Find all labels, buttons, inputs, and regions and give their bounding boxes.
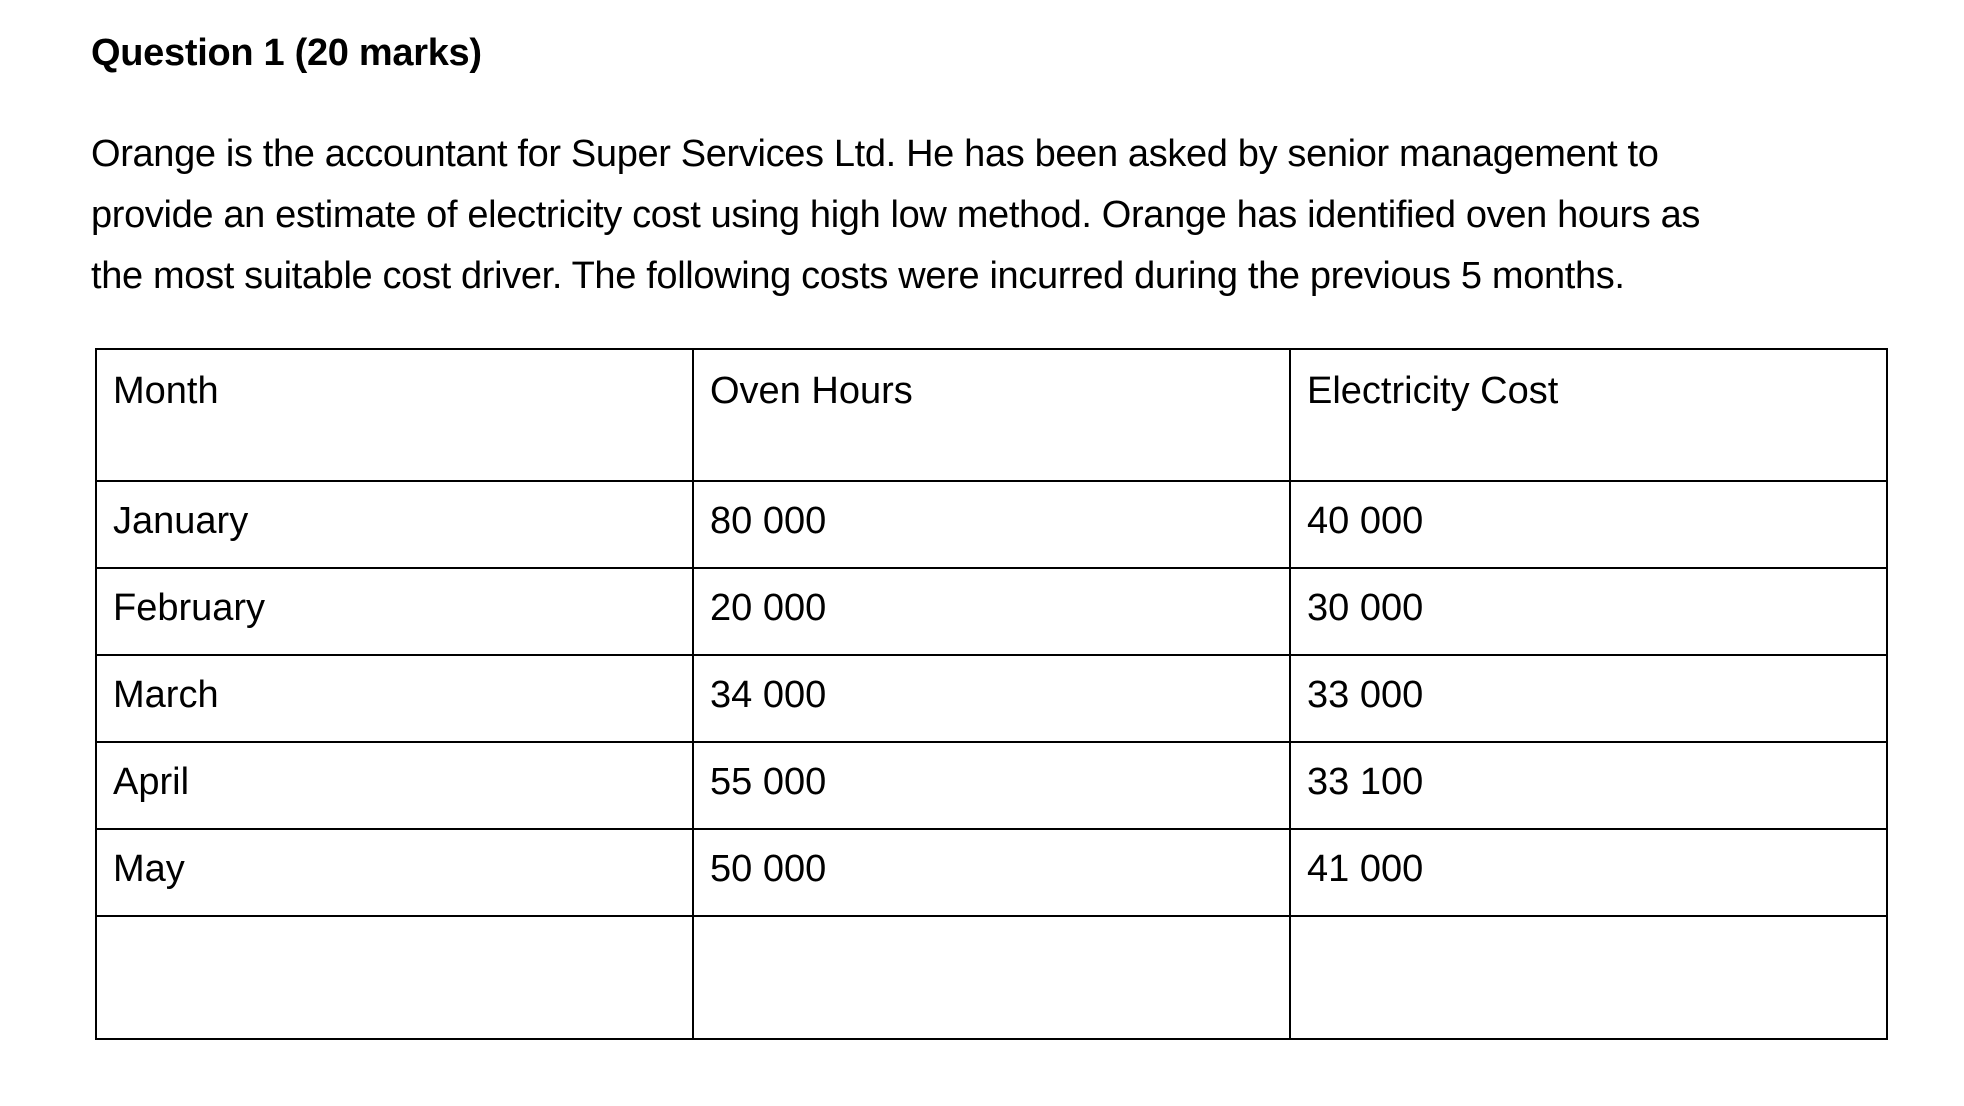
cell-month: April bbox=[96, 742, 693, 829]
cell-electricity-cost: 41 000 bbox=[1290, 829, 1887, 916]
cell-oven-hours: 80 000 bbox=[693, 481, 1290, 568]
table-row bbox=[96, 655, 1887, 742]
cell-month: May bbox=[96, 829, 693, 916]
cell-oven-hours: 20 000 bbox=[693, 568, 1290, 655]
cell-electricity-cost: 40 000 bbox=[1290, 481, 1887, 568]
cell-electricity-cost: 33 100 bbox=[1290, 742, 1887, 829]
cell-oven-hours: 55 000 bbox=[693, 742, 1290, 829]
cell-month: January bbox=[96, 481, 693, 568]
table-header-row bbox=[96, 349, 1887, 481]
table-empty-row bbox=[96, 916, 1887, 1039]
cell-month: February bbox=[96, 568, 693, 655]
cell-oven-hours: 50 000 bbox=[693, 829, 1290, 916]
cell-electricity-cost: 30 000 bbox=[1290, 568, 1887, 655]
header-electricity-cost: Electricity Cost bbox=[1290, 349, 1887, 481]
cell-empty bbox=[693, 916, 1290, 1039]
table-row bbox=[96, 568, 1887, 655]
paragraph-line: Orange is the accountant for Super Services Ltd. He has been asked by senior management to bbox=[91, 133, 1659, 175]
cost-data-table bbox=[95, 348, 1888, 1040]
cell-month: March bbox=[96, 655, 693, 742]
table-row bbox=[96, 829, 1887, 916]
paragraph-line: provide an estimate of electricity cost using high low method. Orange has identified oven hours as bbox=[91, 194, 1701, 236]
header-month: Month bbox=[96, 349, 693, 481]
question-paragraph bbox=[91, 124, 1891, 307]
cell-empty bbox=[96, 916, 693, 1039]
cell-electricity-cost: 33 000 bbox=[1290, 655, 1887, 742]
cell-empty bbox=[1290, 916, 1887, 1039]
table-row bbox=[96, 481, 1887, 568]
table-row bbox=[96, 742, 1887, 829]
question-heading: Question 1 (20 marks) bbox=[91, 32, 482, 74]
paragraph-line: the most suitable cost driver. The following costs were incurred during the previous 5 months. bbox=[91, 255, 1625, 297]
header-oven-hours: Oven Hours bbox=[693, 349, 1290, 481]
cell-oven-hours: 34 000 bbox=[693, 655, 1290, 742]
